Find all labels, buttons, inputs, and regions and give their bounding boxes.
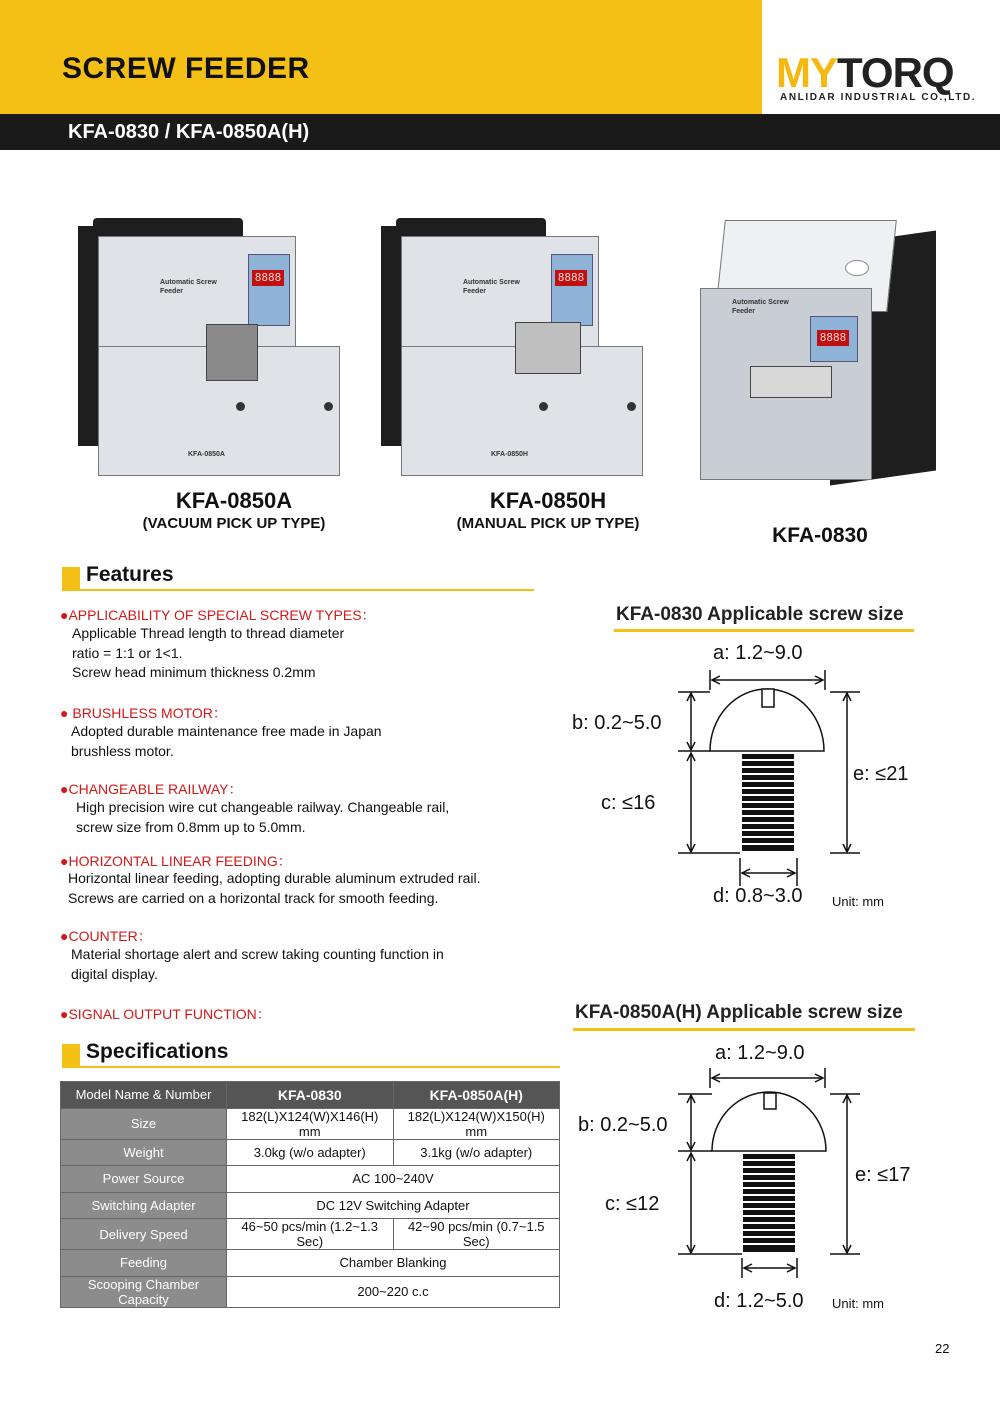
counter-display: 8888	[817, 330, 849, 346]
table-row	[61, 1139, 560, 1166]
product-image-kfa-0850a	[78, 218, 340, 474]
row-label: Scooping Chamber Capacity	[61, 1276, 227, 1307]
feature-body: Horizontal linear feeding, adopting durable aluminum extruded rail. Screws are carried on a horizontal track for smooth feeding.	[68, 870, 481, 906]
product-image-kfa-0830	[680, 198, 938, 480]
company-name: ANLIDAR INDUSTRIAL CO.,LTD.	[780, 92, 977, 103]
product-subtitle: (MANUAL PICK UP TYPE)	[456, 515, 640, 532]
feature-body: Applicable Thread length to thread diameter ratio = 1:1 or 1<1. Screw head minimum thickness 0.2mm	[72, 625, 345, 680]
section-divider	[62, 1066, 560, 1068]
section-marker	[62, 567, 80, 589]
unit-label: Unit: mm	[832, 1296, 884, 1311]
diagram-underline	[573, 1028, 915, 1031]
table-cell: Chamber Blanking	[227, 1250, 560, 1277]
product-name: KFA-0850A	[175, 488, 293, 513]
product-model-tag: KFA-0850H	[491, 451, 528, 458]
feature-body: Material shortage alert and screw taking counting function in digital display.	[71, 946, 444, 982]
table-row	[61, 1276, 560, 1307]
logo-torq: TORQ	[837, 49, 954, 96]
model-heading: KFA-0830 / KFA-0850A(H)	[68, 121, 310, 143]
row-label: Power Source	[61, 1166, 227, 1193]
product-model-tag: KFA-0850A	[188, 451, 225, 458]
table-header: KFA-0850A(H)	[393, 1082, 560, 1109]
section-divider	[62, 589, 534, 591]
dim-b: b: 0.2~5.0	[578, 1114, 668, 1136]
table-row	[61, 1219, 560, 1250]
product-brand-label: Automatic Screw Feeder	[463, 279, 520, 295]
table-row	[61, 1108, 560, 1139]
counter-display: 8888	[555, 270, 587, 286]
logo-my: MY	[776, 49, 837, 96]
feature-title: ●CHANGEABLE RAILWAY：	[60, 781, 243, 797]
feature-body: High precision wire cut changeable railway. Changeable rail, screw size from 0.8mm up to 5.0mm.	[76, 799, 450, 835]
table-cell: 42~90 pcs/min (0.7~1.5 Sec)	[393, 1219, 560, 1250]
product-brand-label: Automatic Screw Feeder	[160, 279, 217, 295]
table-row	[61, 1192, 560, 1219]
table-row	[61, 1166, 560, 1193]
row-label: Feeding	[61, 1250, 227, 1277]
table-header: KFA-0830	[227, 1082, 394, 1109]
table-cell: 182(L)X124(W)X150(H) mm	[393, 1108, 560, 1139]
features-heading: Features	[86, 563, 174, 586]
row-label: Switching Adapter	[61, 1192, 227, 1219]
product-name: KFA-0830	[772, 524, 868, 547]
product-image-kfa-0850h	[381, 218, 643, 474]
dim-d: d: 1.2~5.0	[714, 1290, 804, 1312]
feature-title: ●APPLICABILITY OF SPECIAL SCREW TYPES：	[60, 607, 376, 623]
row-label: Weight	[61, 1139, 227, 1166]
table-cell: 3.1kg (w/o adapter)	[393, 1139, 560, 1166]
product-subtitle: (VACUUM PICK UP TYPE)	[142, 515, 326, 532]
page-number: 22	[935, 1341, 950, 1356]
specifications-heading: Specifications	[86, 1040, 229, 1063]
dim-c: c: ≤16	[601, 792, 656, 814]
row-label: Delivery Speed	[61, 1219, 227, 1250]
table-cell: 182(L)X124(W)X146(H) mm	[227, 1108, 394, 1139]
dim-e: e: ≤21	[853, 763, 909, 785]
dim-c: c: ≤12	[605, 1193, 660, 1215]
table-cell: 3.0kg (w/o adapter)	[227, 1139, 394, 1166]
feature-body: Adopted durable maintenance free made in Japan brushless motor.	[71, 723, 382, 759]
diagram-title: KFA-0850A(H) Applicable screw size	[575, 1002, 903, 1023]
feature-title: ●SIGNAL OUTPUT FUNCTION：	[60, 1006, 271, 1022]
product-name: KFA-0850H	[489, 488, 607, 513]
table-cell: DC 12V Switching Adapter	[227, 1192, 560, 1219]
feature-title: ●HORIZONTAL LINEAR FEEDING：	[60, 853, 292, 869]
product-brand-label: Automatic Screw Feeder	[732, 299, 789, 315]
dim-a: a: 1.2~9.0	[715, 1042, 805, 1064]
dim-e: e: ≤17	[855, 1164, 911, 1186]
table-row	[61, 1250, 560, 1277]
dim-d: d: 0.8~3.0	[713, 885, 803, 907]
brand-logo	[776, 49, 954, 96]
feature-title: ●COUNTER：	[60, 928, 152, 944]
unit-label: Unit: mm	[832, 894, 884, 909]
section-marker	[62, 1044, 80, 1066]
diagram-title: KFA-0830 Applicable screw size	[616, 604, 904, 625]
spec-table	[60, 1081, 560, 1308]
table-header-row	[61, 1082, 560, 1109]
table-cell: AC 100~240V	[227, 1166, 560, 1193]
diagram-underline	[614, 629, 914, 632]
dim-a: a: 1.2~9.0	[713, 642, 803, 664]
page-title: SCREW FEEDER	[62, 52, 310, 85]
table-cell: 200~220 c.c	[227, 1276, 560, 1307]
feature-title: ● BRUSHLESS MOTOR：	[60, 705, 227, 721]
table-header: Model Name & Number	[61, 1082, 227, 1109]
row-label: Size	[61, 1108, 227, 1139]
dim-b: b: 0.2~5.0	[572, 712, 662, 734]
counter-display: 8888	[252, 270, 284, 286]
table-cell: 46~50 pcs/min (1.2~1.3 Sec)	[227, 1219, 394, 1250]
